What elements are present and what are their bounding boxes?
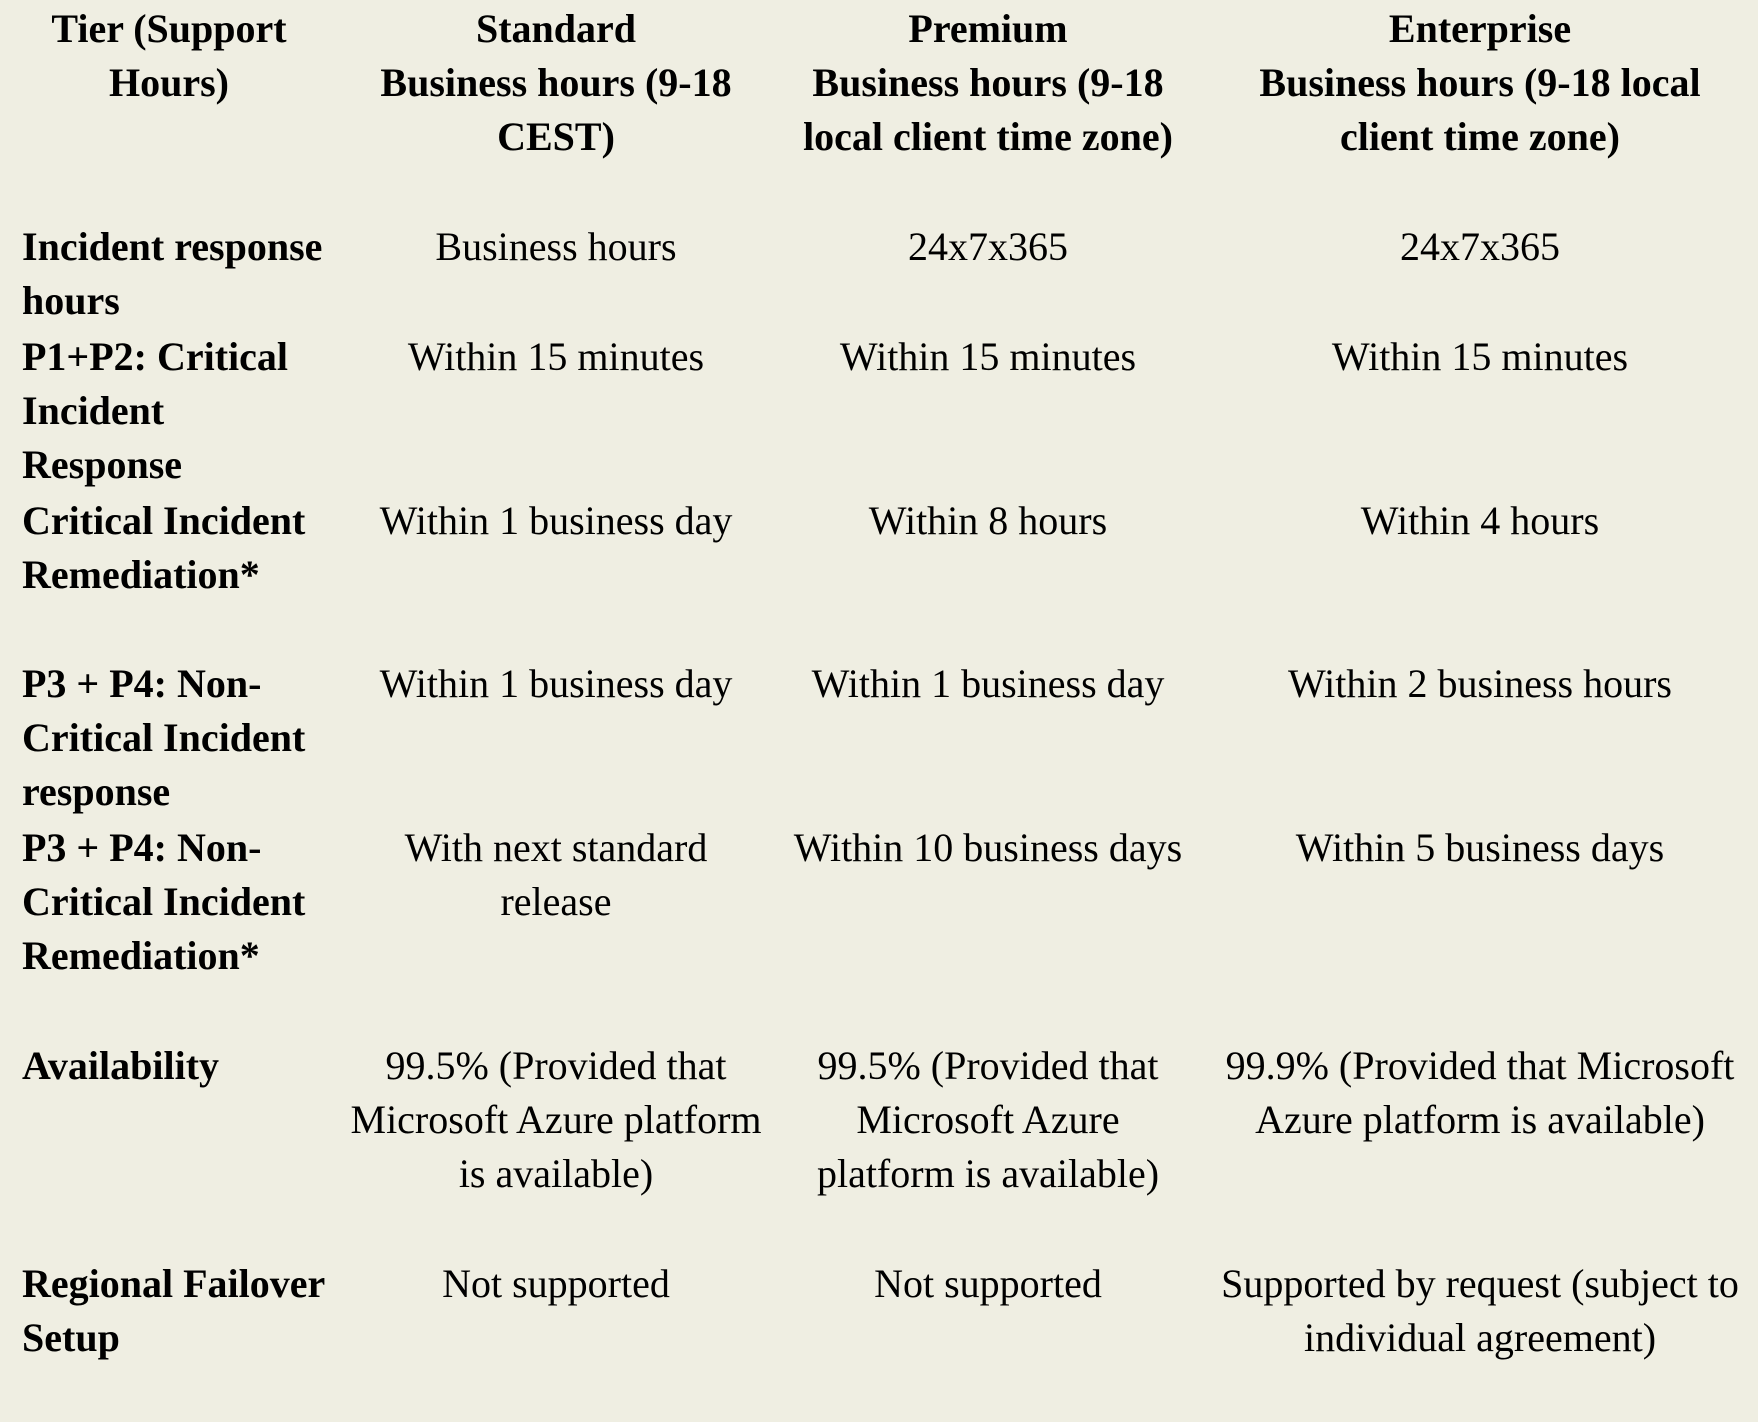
table-cell-premium: 24x7x365 <box>908 224 1068 269</box>
table-cell-standard: With next standard release <box>404 825 708 924</box>
table-cell-enterprise: Supported by request (subject to individual agreement) <box>1221 1261 1739 1360</box>
table-cell-enterprise: Within 15 minutes <box>1331 334 1629 379</box>
tier-name: Premium <box>908 6 1068 51</box>
table-cell-premium: Within 15 minutes <box>839 334 1137 379</box>
tier-support-hours: Business hours (9-18 CEST) <box>380 60 732 159</box>
table-cell-enterprise: Within 4 hours <box>1360 498 1600 543</box>
table-cell-premium: 99.5% (Provided that Microsoft Azure platform is available) <box>816 1043 1160 1196</box>
table-row <box>0 1037 1758 1255</box>
table-row <box>0 492 1758 655</box>
table-row <box>0 218 1758 328</box>
tier-name: Standard <box>475 6 637 51</box>
row-label: Incident response hours <box>22 224 323 323</box>
table-row <box>0 819 1758 1037</box>
table-row <box>0 1255 1758 1422</box>
table-cell-enterprise: Within 2 business hours <box>1288 661 1672 706</box>
header-tier-standard <box>338 0 774 218</box>
table-cell-premium: Within 10 business days <box>793 825 1183 870</box>
row-label: Regional Failover Setup <box>22 1261 325 1360</box>
header-tier-enterprise <box>1202 0 1758 218</box>
table-cell-standard: Within 1 business day <box>379 661 733 706</box>
tier-support-hours: Business hours (9-18 local client time zone) <box>1259 60 1701 159</box>
row-label: P3 + P4: Non-Critical Incident Remediation* <box>22 825 306 978</box>
table-cell-standard: 99.5% (Provided that Microsoft Azure platform is available) <box>350 1043 762 1196</box>
header-corner: Tier (Support Hours) <box>51 6 287 105</box>
tier-name: Enterprise <box>1388 6 1572 51</box>
table-header-row <box>0 0 1758 218</box>
table-row <box>0 328 1758 492</box>
tier-support-hours: Business hours (9-18 local client time zone) <box>803 60 1173 159</box>
table-cell-enterprise: 99.9% (Provided that Microsoft Azure platform is available) <box>1225 1043 1735 1142</box>
table-cell-premium: Within 8 hours <box>868 498 1108 543</box>
table-cell-standard: Business hours <box>435 224 677 269</box>
row-label: Availability <box>22 1043 220 1088</box>
row-label: P3 + P4: Non-Critical Incident response <box>22 661 306 814</box>
table-cell-standard: Within 1 business day <box>379 498 733 543</box>
row-label: Critical Incident Remediation* <box>22 498 306 597</box>
table-row <box>0 655 1758 819</box>
row-label: P1+P2: Critical Incident Response <box>22 334 289 487</box>
header-tier-premium <box>774 0 1202 218</box>
table-cell-enterprise: 24x7x365 <box>1400 224 1560 269</box>
table-cell-premium: Within 1 business day <box>811 661 1165 706</box>
table-cell-premium: Not supported <box>874 1261 1102 1306</box>
table-cell-enterprise: Within 5 business days <box>1295 825 1665 870</box>
table-cell-standard: Within 15 minutes <box>407 334 705 379</box>
table-cell-standard: Not supported <box>442 1261 670 1306</box>
